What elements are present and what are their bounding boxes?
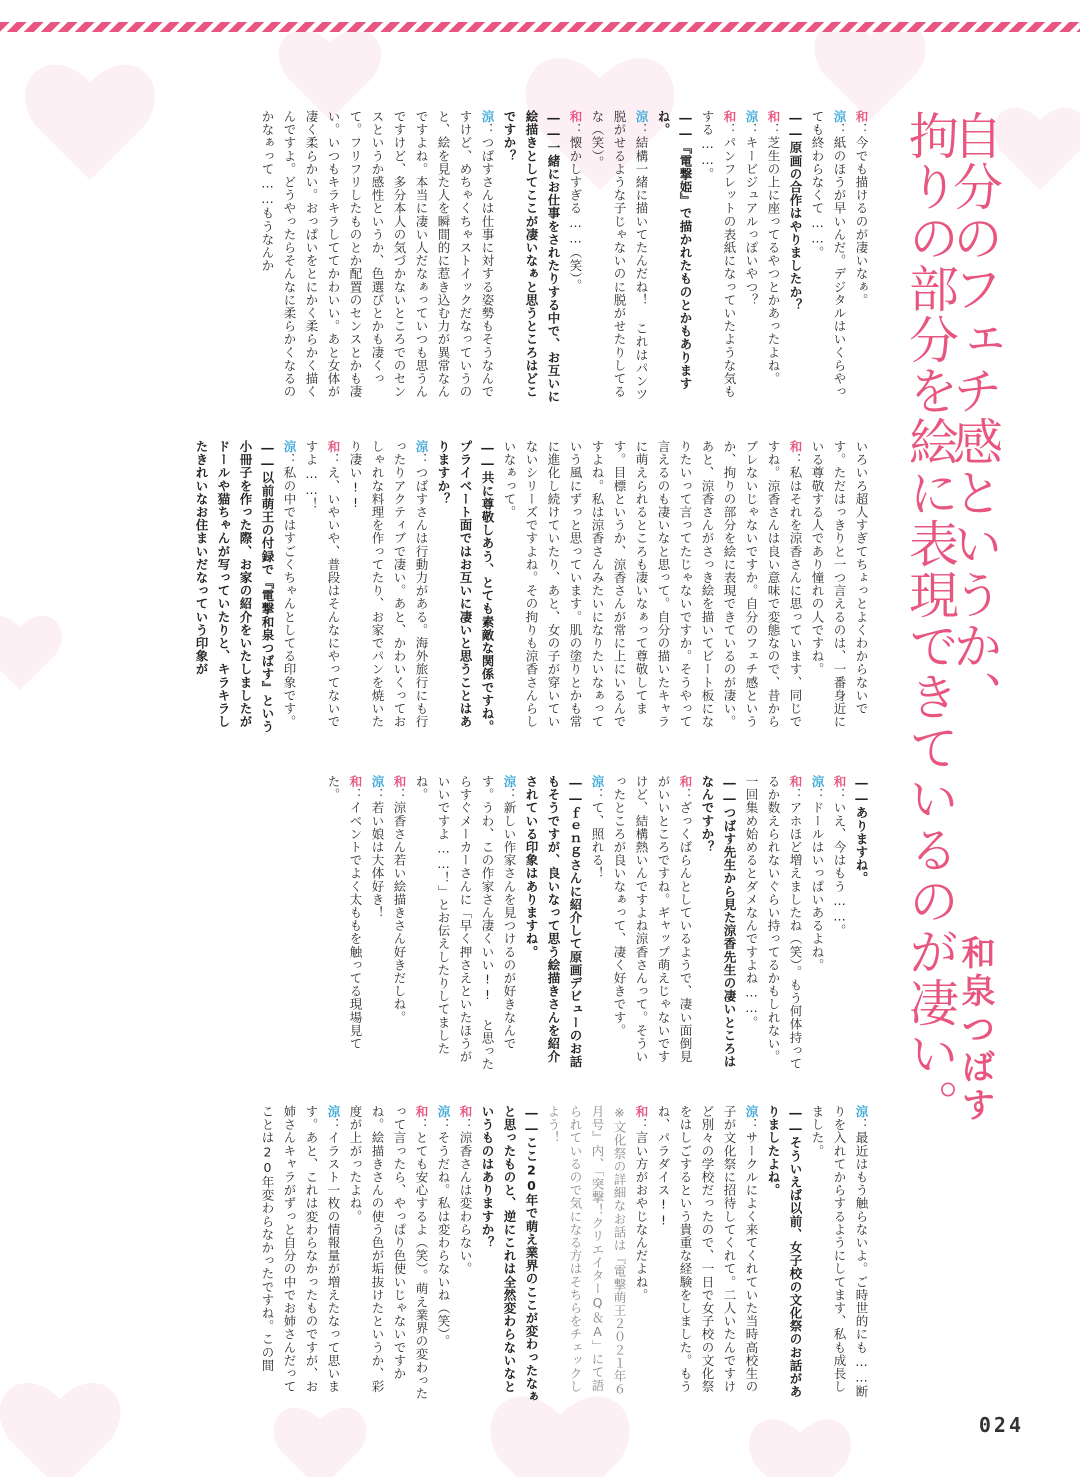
interview-line: 涼：サークルによく来てくれていた当時高校生の子が文化祭に招待してくれて。二人いたんですけど別々の学校だったので、一日で女子校の文化祭をはしごするという貴重な経験をしました。もうね、パラダイス!! (656, 1105, 759, 1394)
speaker-label: 和 (348, 775, 363, 789)
interview-line: 涼：新しい作家さんを見つけるのが好きなんです。うわ、この作家さん凄くいい!! と思ったらすぐメーカーさんに「早く押さえといたほうがいいですよ……！」とお伝えしたりしてましたね。 (414, 775, 517, 1071)
speaker-label: 涼 (370, 775, 385, 789)
interview-line: 和：芝生の上に座ってるやつとかあったよね。 (766, 110, 781, 386)
interview-line: 涼：つばすさんは仕事に対する姿勢もそうなんですけど、めちゃくちゃストイックだなっていうのと、絵を見た人を瞬間的に惹き込む力が異常なんですよね。本当に凄い人だなぁっていつも思うんですけど、多分本人の気づかないところでのセンスというか感性というか、色選びとかも凄くって。フリフリしたものとか配置のセンスとかも凄い。いつもキラキラしててかわいい。あと女体が凄く柔らかい。おっぱいをとにかく柔らかく描くんですよ。どうやったらそんなに柔らかくなるのかなぁって……もうなんか (260, 110, 495, 399)
question-text: 共に尊敬しあう、とても素敵な関係ですね。プライベート面ではお互いに凄いと思うことはありますか？ (436, 440, 495, 734)
top-stripe (0, 22, 1080, 32)
speech-text: て、照れる！ (590, 801, 605, 880)
speaker-label: 涼 (480, 110, 495, 124)
interview-line: 涼：つばすさんは行動力がある。海外旅行にも行ったりアクティブで凄い。あと、かわいくっておしゃれな料理を作ってたり、お家でパンを焼いたり凄い!! (348, 440, 429, 729)
speaker-label: 涼 (744, 110, 759, 124)
speaker-label: 和 (832, 775, 847, 789)
speaker-label: 涼 (854, 1105, 869, 1119)
speaker-label: 涼 (744, 1105, 759, 1119)
speech-text: 最近はもう触らないよ。ご時世的にも……断りを入れてからするようにしてます、私も成長しました。 (810, 1105, 869, 1399)
question-text: そういえば以前、女子校の文化祭のお話がありましたよね。 (766, 1105, 803, 1399)
byline: 和泉つばす (955, 935, 995, 1125)
speech-text: アホほど増えましたね（笑）。もう何体持ってるか数えられないぐらい持ってるかもしれない。一回集め始めるとダメなんですよね……。 (744, 775, 803, 1071)
interview-line: 和：涼香さんは変わらない。 (458, 1105, 473, 1276)
speech-text: 若い娘は大体好き！ (370, 801, 385, 920)
speaker-label: 涼 (832, 110, 847, 124)
speaker-label: 涼 (326, 1105, 341, 1119)
speech-text: え、いやいや、普段はそんなにやってないですよ……！ (304, 440, 341, 729)
text-column-3-2 (102, 1105, 872, 1405)
speech-text: いえ、今はもう……。 (832, 801, 847, 938)
speaker-label: 涼 (634, 110, 649, 124)
interview-line: 涼：キービジュアルっぽいやつ？ (744, 110, 759, 307)
speech-text: 芝生の上に座ってるやつとかあったよね。 (766, 136, 781, 386)
interview-question: ――以前萌王の付録で『電撃和泉つばす』という小冊子を作った際、お家の紹介をいたしましたがドールや猫ちゃんが写っていたりと、キラキラしたきれいなお住まいだなっていう印象が (194, 440, 275, 734)
speaker-label: 涼 (590, 775, 605, 789)
speech-text: とても安心するよ（笑）。萌え業界の変わったって言ったら、やっぱり色使いじゃないですかね。絵描きさんの使う色が垢抜けたというか、彩度が上がったよね。 (348, 1105, 429, 1401)
interview-line: 和：アホほど増えましたね（笑）。もう何体持ってるか数えられないぐらい持ってるかもしれない。一回集め始めるとダメなんですよね……。 (744, 775, 803, 1071)
speaker-label: 和 (568, 110, 583, 124)
speech-text: キービジュアルっぽいやつ？ (744, 136, 759, 307)
interview-line: 和：とても安心するよ（笑）。萌え業界の変わったって言ったら、やっぱり色使いじゃないですかね。絵描きさんの使う色が垢抜けたというか、彩度が上がったよね。 (348, 1105, 429, 1401)
speaker-label: 和 (458, 1105, 473, 1119)
question-text: ｆｅｎｇさんに紹介して原画デビューのお話もそうですが、良いなって思う絵描きさんを紹介されている印象はありますね。 (524, 775, 583, 1069)
page-number: 024 (978, 1413, 1024, 1437)
interview-line: 和：懐かしすぎる……（笑）。 (568, 110, 583, 293)
speech-text: 涼香さんは変わらない。 (458, 1131, 473, 1276)
speech-text: 私の中ではすごくちゃんとしてる印象です。 (282, 466, 297, 729)
text-column-3-1 (102, 775, 872, 1075)
speaker-label: 和 (634, 1105, 649, 1119)
question-text: 原画の合作はやりましたか？ (788, 141, 803, 312)
speech-text: 言い方がおやじなんだよね。 (634, 1131, 649, 1302)
interview-line: 和：ざっくばらんとしているようで、凄い面倒見がいいところですね。ギャップ萌えじゃないですけど、結構熱いんですよね涼香さんって。そういったところが良いなぁって、凄く好きです。 (612, 775, 693, 1064)
speech-text: 私はそれを涼香さんに思っています、同じですね。涼香さんは良い意味で変態なので、昔からブレないじゃないですか。自分のフェチ感というか、拘りの部分を絵に表現できているのが凄い。あと、涼香さんがさっき絵を描いてビート板になりたいって言ってたじゃないですか。そうやって言えるのも凄いなと思って。自分の描いたキャラに萌えられるところも凄いなぁって尊敬してます。目標というか、涼香さんが常に上にいるんですよね。私は涼香さんみたいになりたいなぁっていう風にずっと思っています。肌の塗りとかも常に進化し続けていたり、あと、女の子が穿いていないシリーズですよね。その拘りも涼香さんらしいなぁって。 (502, 440, 803, 729)
interview-line: 和：パンフレットの表紙になっていたような気もする……。 (700, 110, 737, 399)
text-column-1-1 (102, 110, 872, 410)
speaker-label: 和 (788, 440, 803, 454)
speaker-label: 和 (678, 775, 693, 789)
question-text: 以前萌王の付録で『電撃和泉つばす』という小冊子を作った際、お家の紹介をいたしましたがドールや猫ちゃんが写っていたりと、キラキラしたきれいなお住まいだなっていう印象が (194, 440, 275, 734)
speaker-label: 和 (414, 1105, 429, 1119)
speech-text: イラスト一枚の情報量が増えたなって思います。あと、これは変わらなかったものですが、お姉さんキャラがずっと自分の中でお姉さんだってことは20年変わらなかったですね。この間 (260, 1105, 341, 1394)
question-text: ありますね。 (854, 806, 869, 885)
question-text: 一緒にお仕事をされたりする中で、お互いに絵描きとしてここが凄いなぁと思うところはどこですか？ (502, 110, 561, 404)
speech-text: パンフレットの表紙になっていたような気もする……。 (700, 110, 737, 399)
interview-line: 和：涼香さん若い絵描きさん好きだしね。 (392, 775, 407, 1024)
interview-line: 和：いえ、今はもう……。 (832, 775, 847, 938)
interview-line: 和：私はそれを涼香さんに思っています、同じですね。涼香さんは良い意味で変態なので、昔からブレないじゃないですか。自分のフェチ感というか、拘りの部分を絵に表現できているのが凄い。あと、涼香さんがさっき絵を描いてビート板になりたいって言ってたじゃないですか。そうやって言えるのも凄いなと思って。自分の描いたキャラに萌えられるところも凄いなぁって尊敬してます。目標というか、涼香さんが常に上にいるんですよね。私は涼香さんみたいになりたいなぁっていう風にずっと思っています。肌の塗りとかも常に進化し続けていたり、あと、女の子が穿いていないシリーズですよね。その拘りも涼香さんらしいなぁって。 (502, 440, 803, 729)
speech-text: 涼香さん若い絵描きさん好きだしね。 (392, 801, 407, 1024)
question-text: つばす先生から見た涼香先生の凄いところはなんですか？ (700, 775, 737, 1069)
interview-question: ――一緒にお仕事をされたりする中で、お互いに絵描きとしてここが凄いなぁと思うところはどこですか？ (502, 110, 561, 404)
interview-question: ――ｆｅｎｇさんに紹介して原画デビューのお話もそうですが、良いなって思う絵描きさんを紹介されている印象はありますね。 (524, 775, 583, 1069)
speech-text: 紙のほうが早いんだ。デジタルはいくらやっても終わらなくて……。 (810, 110, 847, 399)
speech-text: ドールはいっぱいあるよね。 (810, 801, 825, 972)
interview-line: 和：え、いやいや、普段はそんなにやってないですよ……！ (304, 440, 341, 729)
interview-line: 涼：紙のほうが早いんだ。デジタルはいくらやっても終わらなくて……。 (810, 110, 847, 399)
headline-line-1: 自分のフェチ感というか、 (945, 110, 1003, 722)
interview-line: 涼：て、照れる！ (590, 775, 605, 880)
interview-question: ――ありますね。 (854, 775, 869, 885)
headline-line-2: 拘りの部分を絵に表現できているのが凄い。 (901, 110, 959, 1130)
speaker-label: 涼 (282, 440, 297, 454)
speech-text: 新しい作家さんを見つけるのが好きなんです。うわ、この作家さん凄くいい!! と思ったらすぐメーカーさんに「早く押さえといたほうがいいですよ……！」とお伝えしたりしてましたね。 (414, 775, 517, 1071)
speech-text: つばすさんは仕事に対する姿勢もそうなんですけど、めちゃくちゃストイックだなっていうのと、絵を見た人を瞬間的に惹き込む力が異常なんですよね。本当に凄い人だなぁっていつも思うんですけど、多分本人の気づかないところでのセンスというか感性というか、色選びとかも凄くって。フリフリしたものとか配置のセンスとかも凄い。いつもキラキラしててかわいい。あと女体が凄く柔らかい。おっぱいをとにかく柔らかく描くんですよ。どうやったらそんなに柔らかくなるのかなぁって……もうなんか (260, 110, 495, 399)
speech-text: サークルによく来てくれていた当時高校生の子が文化祭に招待してくれて。二人いたんですけど別々の学校だったので、一日で女子校の文化祭をはしごするという貴重な経験をしました。もうね、パラダイス!! (656, 1105, 759, 1394)
footnote: ※文化祭の詳細なお話は『電撃萌王２０２１年６月号』内、「突撃！クリエイターQ＆A」にて語られているので気になる方はそちらをチェックしよう！ (546, 1105, 627, 1396)
speaker-label: 涼 (810, 775, 825, 789)
interview-line: いろいろ超人すぎてちょっとよくわからないです。ただはっきりと一つ言えるのは、一番身近にいる尊敬する人であり憧れの人ですね。 (810, 440, 869, 729)
speaker-label: 涼 (502, 775, 517, 789)
interview-line: 涼：私の中ではすごくちゃんとしてる印象です。 (282, 440, 297, 729)
speaker-label: 涼 (436, 1105, 451, 1119)
speaker-label: 和 (392, 775, 407, 789)
interview-line: 涼：そうだね。私は変わらないね（笑）。 (436, 1105, 451, 1348)
speaker-label: 和 (854, 110, 869, 124)
interview-line: 涼：ドールはいっぱいあるよね。 (810, 775, 825, 972)
interview-question: ――そういえば以前、女子校の文化祭のお話がありましたよね。 (766, 1105, 803, 1399)
speaker-label: 和 (766, 110, 781, 124)
interview-question: ――原画の合作はやりましたか？ (788, 110, 803, 312)
speech-text: 今でも描けるのが凄いなぁ。 (854, 136, 869, 307)
interview-question: ――つばす先生から見た涼香先生の凄いところはなんですか？ (700, 775, 737, 1069)
interview-line: 和：イベントでよく太ももを触ってる現場見てた。 (326, 775, 363, 1051)
interview-line: 和：今でも描けるのが凄いなぁ。 (854, 110, 869, 307)
question-text: 『電撃姫』で描かれたものとかもありますね。 (656, 110, 693, 391)
interview-line: 涼：若い娘は大体好き！ (370, 775, 385, 920)
question-text: ここ20年で萌え業界のここが変わったなぁと思ったものと、逆にこれは全然変わらないなというものはありますか？ (480, 1105, 539, 1404)
speech-text: そうだね。私は変わらないね（笑）。 (436, 1131, 451, 1348)
interview-line: 和：言い方がおやじなんだよね。 (634, 1105, 649, 1302)
speech-text: 懐かしすぎる……（笑）。 (568, 136, 583, 293)
interview-line: 涼：最近はもう触らないよ。ご時世的にも……断りを入れてからするようにしてます、私も成長しました。 (810, 1105, 869, 1399)
speech-text: 結構一緒に描いてたんだね！ これはパンツ脱がせるような子じゃないのに脱がせたりしてるな（笑）。 (590, 110, 649, 401)
speech-text: イベントでよく太ももを触ってる現場見てた。 (326, 775, 363, 1051)
interview-question: ――ここ20年で萌え業界のここが変わったなぁと思ったものと、逆にこれは全然変わらないなというものはありますか？ (480, 1105, 539, 1404)
speaker-label: 和 (788, 775, 803, 789)
speaker-label: 涼 (414, 440, 429, 454)
speaker-label: 和 (722, 110, 737, 124)
interview-line: 涼：イラスト一枚の情報量が増えたなって思います。あと、これは変わらなかったものですが、お姉さんキャラがずっと自分の中でお姉さんだってことは20年変わらなかったですね。この間 (260, 1105, 341, 1394)
interview-line: 涼：結構一緒に描いてたんだね！ これはパンツ脱がせるような子じゃないのに脱がせたりしてるな（笑）。 (590, 110, 649, 401)
speech-text: ざっくばらんとしているようで、凄い面倒見がいいところですね。ギャップ萌えじゃないですけど、結構熱いんですよね涼香さんって。そういったところが良いなぁって、凄く好きです。 (612, 775, 693, 1064)
speaker-label: 和 (326, 440, 341, 454)
speech-text: つばすさんは行動力がある。海外旅行にも行ったりアクティブで凄い。あと、かわいくっておしゃれな料理を作ってたり、お家でパンを焼いたり凄い!! (348, 440, 429, 729)
text-column-1-2 (102, 440, 872, 740)
interview-question: ――『電撃姫』で描かれたものとかもありますね。 (656, 110, 693, 391)
interview-question: ――共に尊敬しあう、とても素敵な関係ですね。プライベート面ではお互いに凄いと思うことはありますか？ (436, 440, 495, 734)
